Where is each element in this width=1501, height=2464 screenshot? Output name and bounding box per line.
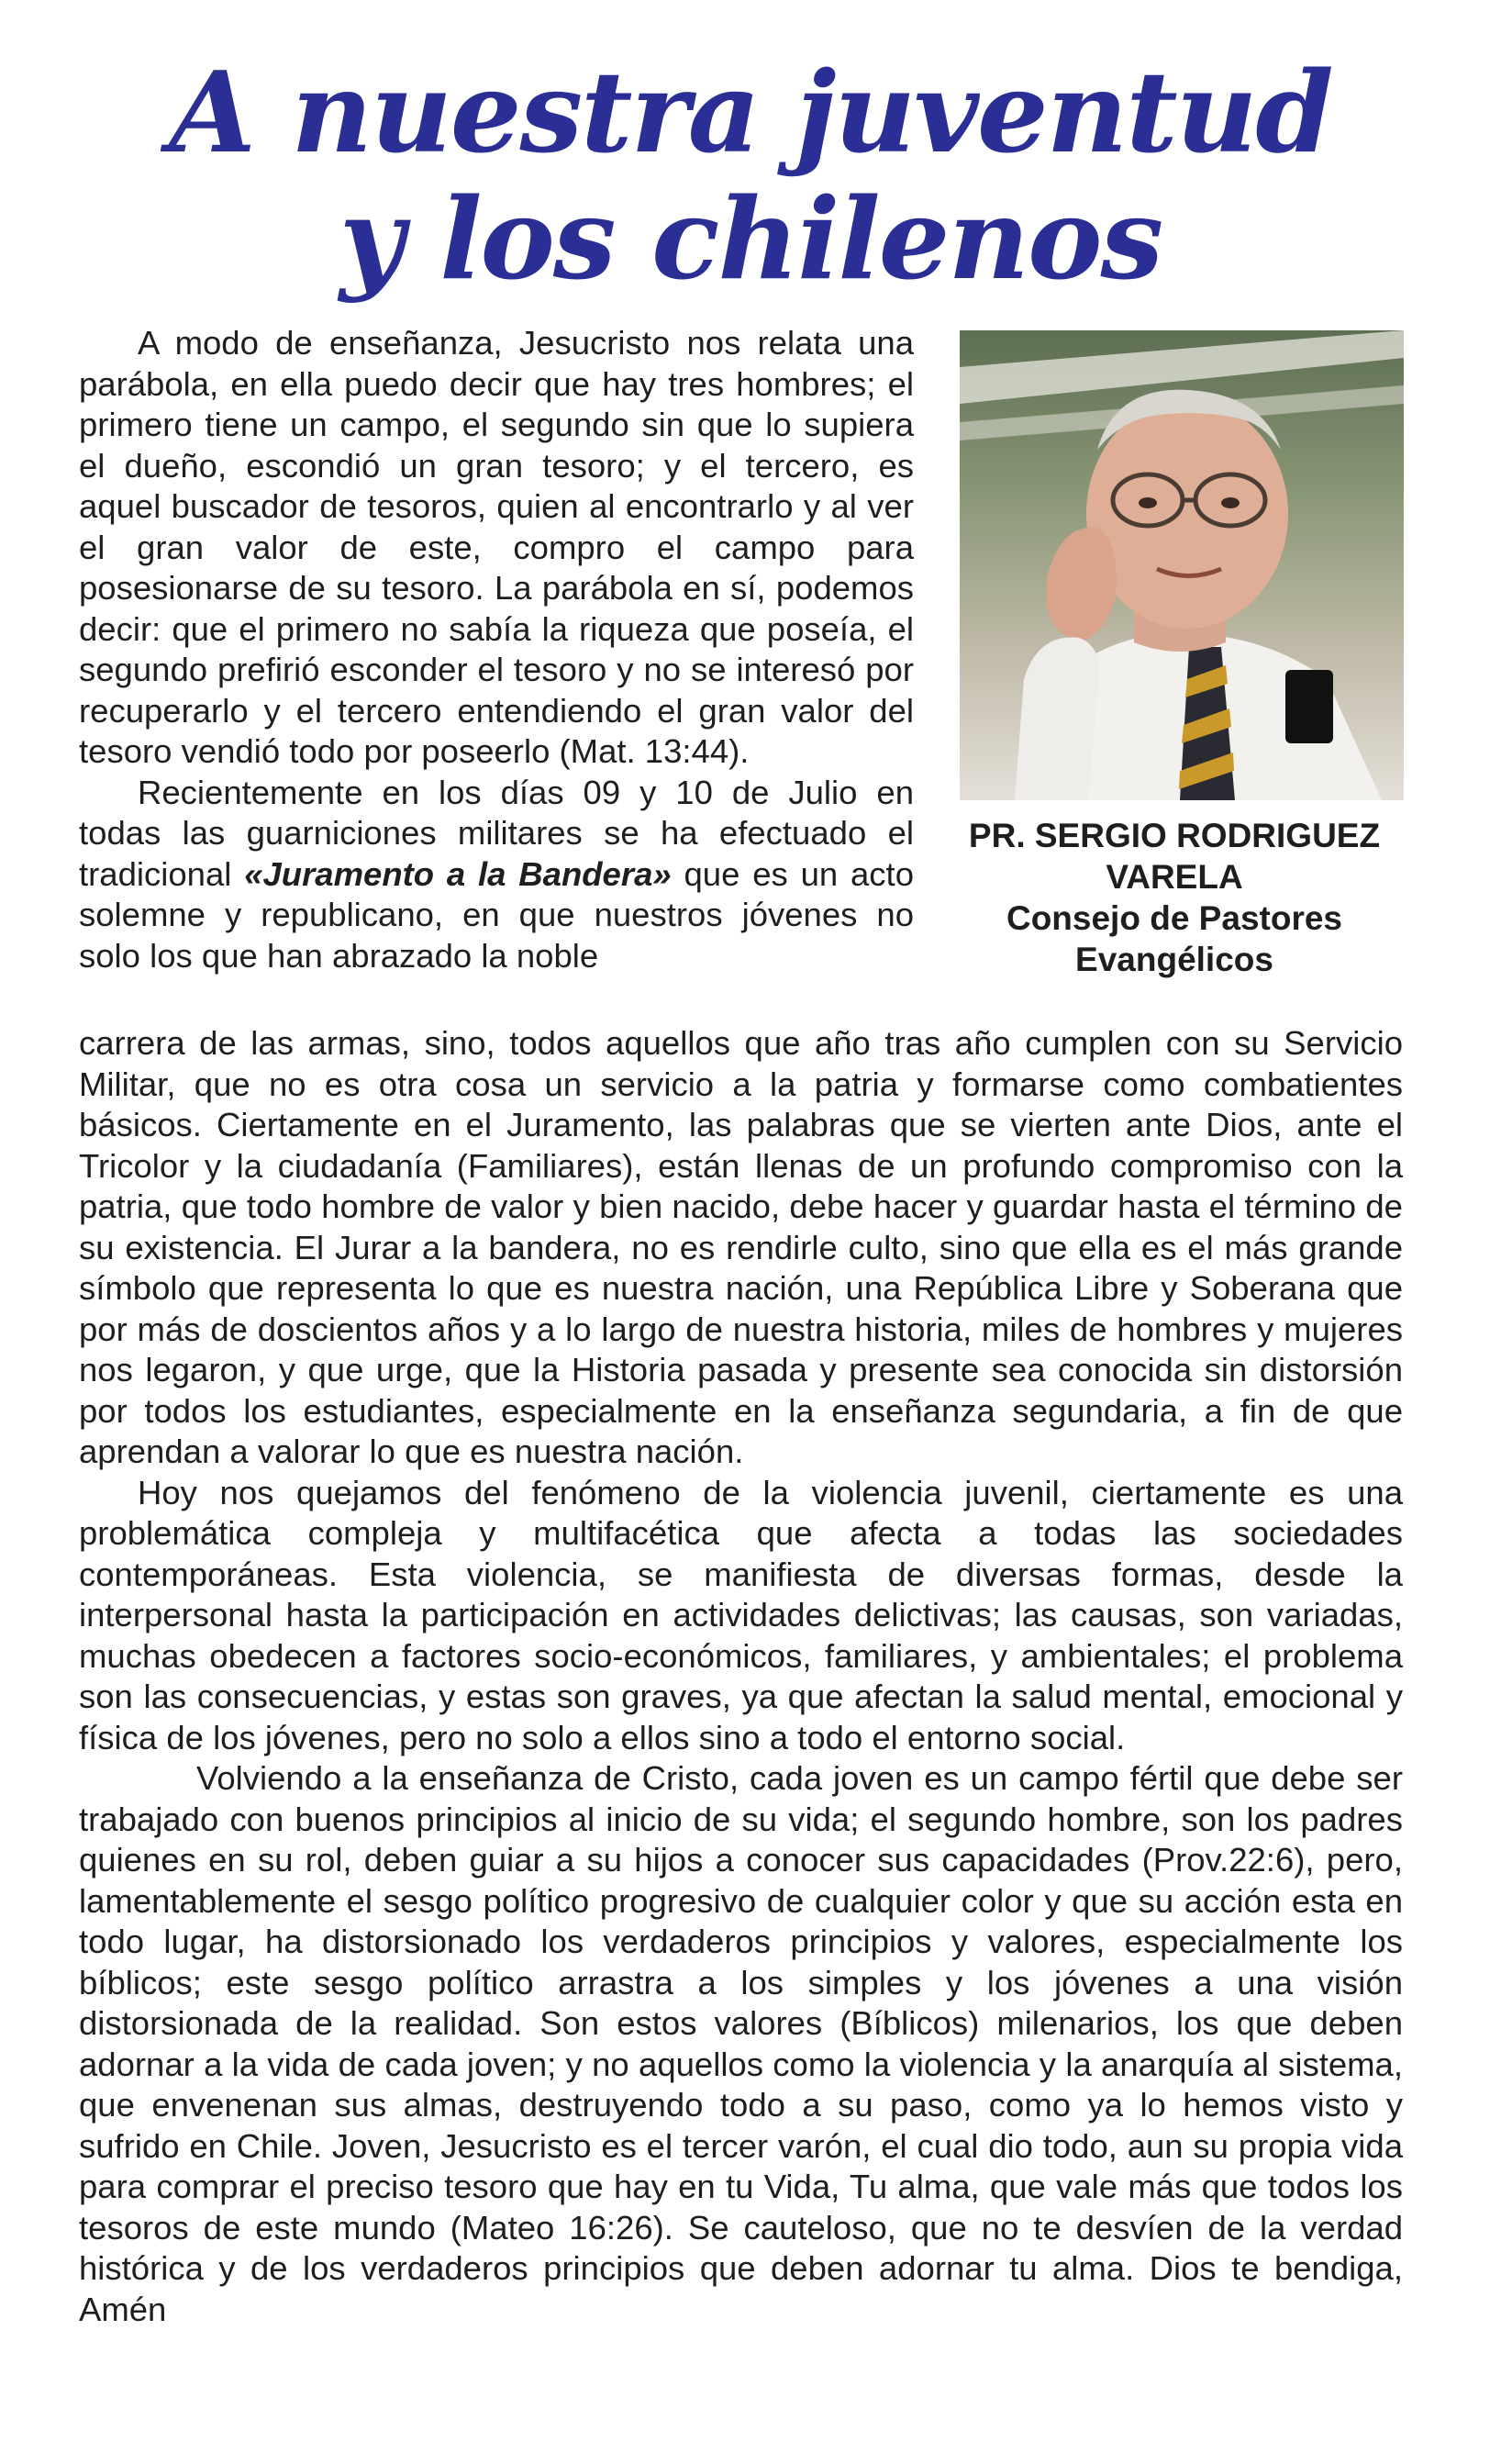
author-org-line-2: Evangélicos [1075, 941, 1273, 978]
article-title-line-2: y los chilenos [339, 173, 1162, 305]
author-name-line-2: VARELA [1106, 858, 1243, 896]
paragraph-4: Volviendo a la enseñanza de Cristo, cada joven es un campo fértil que debe ser trabajado con buenos principios al inicio de su vida; el segundo hombre, son los padres quienes en su rol, deben guiar a su hijos a conocer sus capacidades (Prov.22:6), pero, lamentablemente el sesgo político progresivo de cualquier color y que su acción esta en todo lugar, ha distorsionado los verdaderos principios y valores, especialmente los bíblicos; este sesgo político arrastra a los simples y los jóvenes a una visión distorsionada de la realidad. Son estos valores (Bíblicos) milenarios, los que deben adornar a la vida de cada joven; y no aquellos como la violencia y la anarquía al sistema, que envenenan sus almas, destruyendo todo a su paso, como ya lo hemos visto y sufrido en Chile. Joven, Jesucristo es el tercer varón, el cual dio todo, aun su propia vida para comprar el preciso tesoro que hay en tu Vida, Tu alma, que vale más que todos los tesoros de este mundo (Mateo 16:26). Se cauteloso, que no te desvíen de la verdad histórica y de los verdaderos principios que deben adornar tu alma. Dios te bendiga, Amén [79, 1759, 1403, 2328]
article-full-width-column [79, 1023, 1403, 2330]
juramento-emphasis: «Juramento a la Bandera» [244, 854, 672, 893]
paragraph-1: A modo de enseñanza, Jesucristo nos relata una parábola, en ella puedo decir que hay tres hombres; el primero tiene un campo, el segundo sin que lo supiera el dueño, escondió un gran tesoro; y el tercero, es aquel buscador de tesoros, quien al encontrarlo y al ver el gran valor de este, compro el campo para posesionarse de su tesoro. La parábola en sí, podemos decir: que el primero no sabía la riqueza que poseía, el segundo prefirió esconder el tesoro y no se interesó por recuperarlo y el tercero entendiendo el gran valor del tesoro vendió todo por poseerlo (Mat. 13:44). [79, 324, 914, 770]
paragraph-2-text-a: Recientemente en los días 09 y 10 de Julio en todas las guarniciones militares se ha efectuado el tradicional [79, 773, 914, 893]
paragraph-2-start [79, 773, 914, 977]
author-photo [960, 330, 1404, 800]
article-title-line-1: A nuestra juventud [169, 46, 1332, 178]
paragraph-2-text-b: que es un acto solemne y republicano, en que nuestros jóvenes no solo los que han abrazado la noble [79, 854, 914, 975]
author-caption [927, 815, 1422, 980]
author-org-line-1: Consejo de Pastores [1006, 899, 1342, 937]
paragraph-2-continuation: carrera de las armas, sino, todos aquellos que año tras año cumplen con su Servicio Militar, que no es otra cosa un servicio a la patria y formarse como combatientes básicos. Ciertamente en el Juramento, las palabras que se vierten ante Dios, ante el Tricolor y la ciudadanía (Familiares), están llenas de un profundo compromiso con la patria, que todo hombre de valor y bien nacido, debe hacer y guardar hasta el término de su existencia. El Jurar a la bandera, no es rendirle culto, sino que ella es el más grande símbolo que representa lo que es nuestra nación, una República Libre y Soberana que por más de doscientos años y a lo largo de nuestra historia, miles de hombres y mujeres nos legaron, y que urge, que la Historia pasada y presente sea conocida sin distorsión por todos los estudiantes, especialmente en la enseñanza segundaria, a fin de que aprendan a valorar lo que es nuestra nación. [79, 1024, 1403, 1470]
author-name-line-1: PR. SERGIO RODRIGUEZ [968, 817, 1381, 854]
article-left-column [79, 323, 914, 976]
paragraph-3: Hoy nos quejamos del fenómeno de la violencia juvenil, ciertamente es una problemática compleja y multifacética que afecta a todas las sociedades contemporáneas. Esta violencia, se manifiesta de diversas formas, desde la interpersonal hasta la participación en actividades delictivas; las causas, son variadas, muchas obedecen a factores socio-económicos, familiares, y ambientales; el problema son las consecuencias, y estas son graves, ya que afectan la salud mental, emocional y física de los jóvenes, pero no solo a ellos sino a todo el entorno social. [79, 1473, 1403, 1756]
